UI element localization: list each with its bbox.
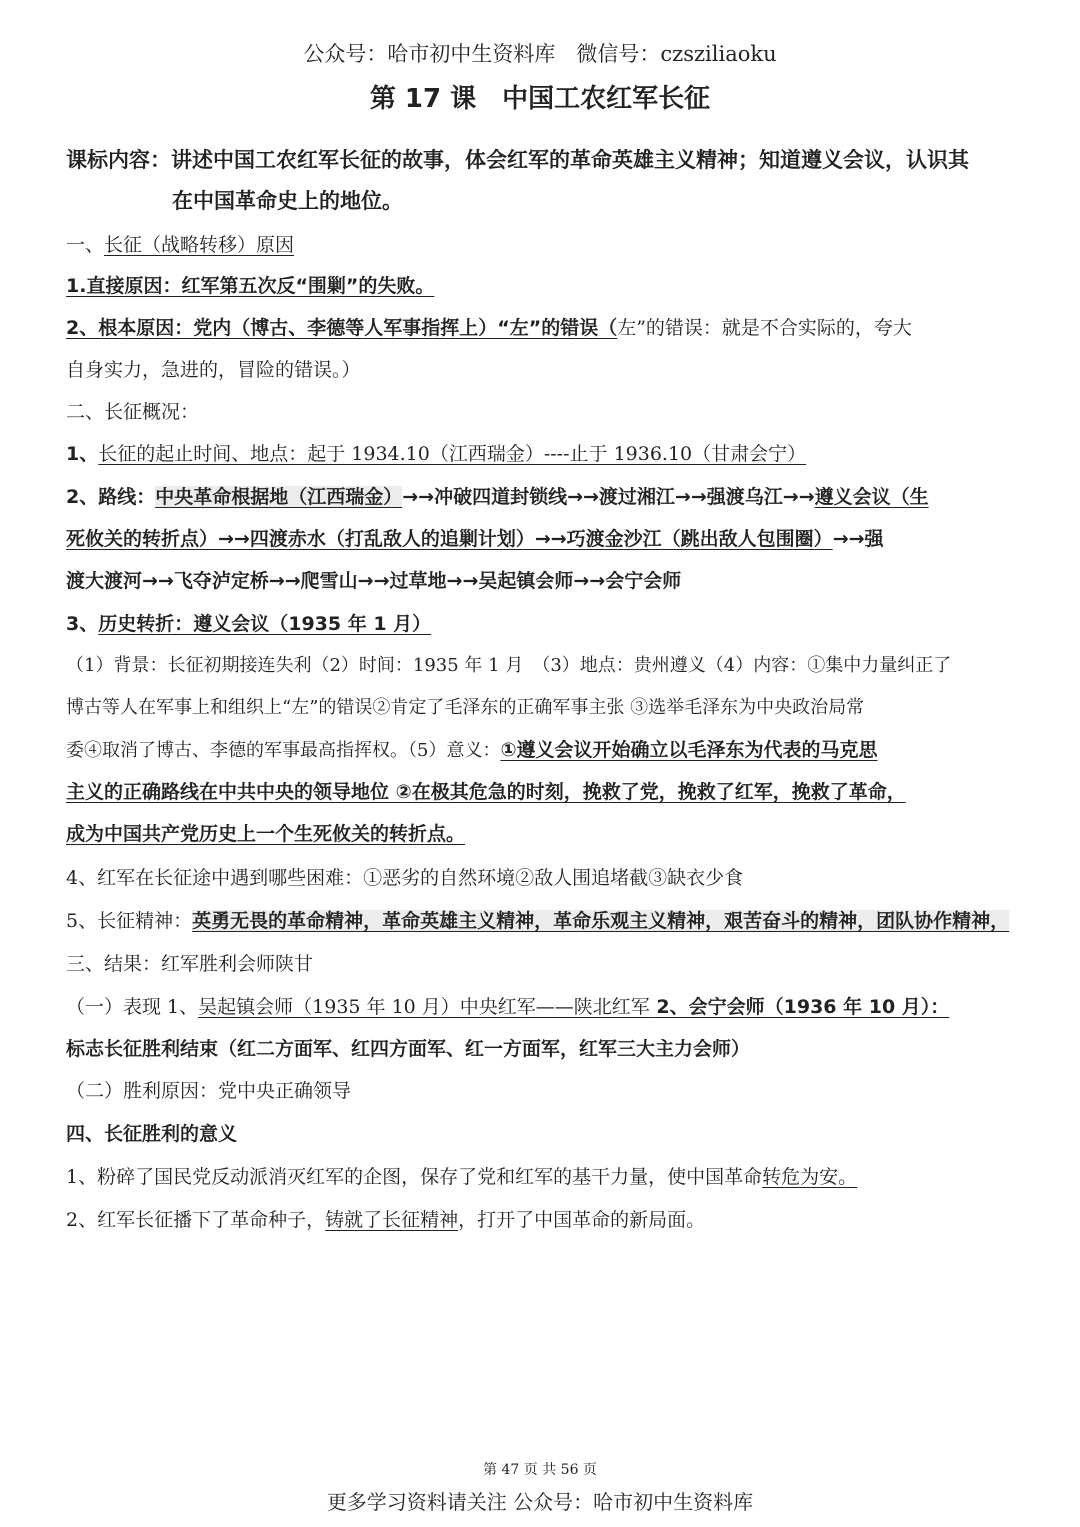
section-2-item-3	[66, 610, 1016, 638]
zunyi-line-1: （1）背景：长征初期接连失利（2）时间：1935 年 1 月 （3）地点：贵州遵义（4）内容：①集中力量纠正了	[66, 655, 952, 676]
route-start: 中央革命根据地（江西瑞金）	[155, 486, 403, 508]
zunyi-significance-3: 成为中国共产党历史上一个生死攸关的转折点。	[66, 823, 466, 845]
root-cause: 2、根本原因：党内（博古、李德等人军事指挥上）“左”的错误（	[66, 317, 618, 339]
spirit-label: 5、长征精神：	[66, 910, 193, 932]
start-end-time: 长征的起止时间、地点：起于 1934.10（江西瑞金）----止于 1936.10（甘肃会宁）	[98, 443, 807, 465]
zunyi-significance-1: ①遵义会议开始确立以毛泽东为代表的马克思	[500, 739, 878, 761]
standard-line-2: 在中国革命史上的地位。	[172, 189, 403, 213]
section-1-item-2	[66, 314, 1016, 342]
wuqi-meeting: 吴起镇会师（1935 年 10 月）中央红军——陕北红军	[198, 996, 650, 1018]
direct-cause: 1.直接原因：红军第五次反“围剿”的失败。	[66, 275, 435, 297]
significance-2-c: ，打开了中国革命的新局面。	[458, 1209, 706, 1231]
route-steps-1: →→冲破四道封锁线→→渡过湘江→→强渡乌江→→	[402, 486, 815, 508]
section-2-heading: 二、长征概况：	[66, 401, 200, 423]
header-watermark: 公众号：哈市初中生资料库 微信号：czsziliaoku	[303, 42, 777, 66]
standard-label: 课标内容：	[66, 148, 171, 172]
route-line-2	[66, 525, 1016, 553]
section-4-item-2	[66, 1206, 1016, 1234]
standard-text: 讲述中国工农红军长征的故事，体会红军的革命英雄主义精神；知道遵义会议，认识其	[171, 148, 969, 172]
historic-turn: 历史转折：遵义会议（1935 年 1 月）	[98, 613, 432, 635]
standard-line-1	[66, 145, 1016, 175]
section-4-heading: 四、长征胜利的意义	[66, 1123, 238, 1145]
section-1-item-1	[66, 272, 1016, 300]
significance-2-key: 铸就了长征精神	[325, 1209, 459, 1231]
root-cause-note: 左”的错误：就是不合实际的，夸大	[617, 317, 912, 339]
significance-1: 1、粉碎了国民党反动派消灭红军的企图，保存了党和红军的基干力量，使中国革命	[66, 1166, 763, 1188]
significance-2-a: 2、红军长征播下了革命种子，	[66, 1209, 326, 1231]
route-steps-2: 死攸关的转折点）→→四渡赤水（打乱敌人的追剿计划）→→巧渡金沙江（跳出敌人包围圈）	[66, 528, 833, 550]
huining-meeting: 2、会宁会师（1936 年 10 月）：	[649, 996, 950, 1018]
section-3-heading: 三、结果：红军胜利会师陕甘	[66, 953, 314, 975]
zunyi-content-end: 委④取消了博古、李德的军事最高指挥权。（5）意义：	[66, 740, 501, 761]
section-3-part-2: （二）胜利原因：党中央正确领导	[66, 1080, 352, 1102]
zunyi-line-3	[66, 736, 1016, 765]
performance-label: （一）表现 1、	[66, 996, 199, 1018]
section-1-heading	[66, 231, 1016, 259]
section-1-title: 长征（战略转移）原因	[104, 234, 295, 256]
section-2-item-1	[66, 440, 1016, 468]
page-number: 第 47 页 共 56 页	[483, 1462, 597, 1478]
section-4-item-1	[66, 1163, 1016, 1191]
section-1-item-2-cont: 自身实力，急进的，冒险的错误。）	[66, 359, 361, 381]
item-3-num: 3、	[66, 613, 99, 635]
section-3-part-1	[66, 993, 1016, 1021]
item-1-num: 1、	[66, 443, 99, 465]
section-2-item-4: 4、红军在长征途中遇到哪些困难：①恶劣的自然环境②敌人围追堵截③缺衣少食	[66, 867, 744, 889]
route-steps-2-tail: →→强	[832, 528, 884, 550]
footer-note: 更多学习资料请关注 公众号：哈市初中生资料库	[326, 1490, 754, 1514]
route-line-3: 渡大渡河→→飞夺泸定桥→→爬雪山→→过草地→→吴起镇会师→→会宁会师	[66, 570, 682, 592]
section-1-num: 一、	[66, 234, 105, 256]
page-title: 第 17 课 中国工农红军长征	[369, 84, 711, 114]
significance-1-key: 转危为安。	[762, 1166, 858, 1188]
zunyi-line-4	[66, 778, 1016, 806]
section-2-item-5	[66, 907, 1016, 935]
route-zunyi: 遵义会议（生	[814, 486, 929, 508]
long-march-spirit: 英勇无畏的革命精神，革命英雄主义精神，革命乐观主义精神，艰苦奋斗的精神，团队协作精神，	[192, 910, 1010, 932]
zunyi-significance-2: 主义的正确路线在中共中央的领导地位 ②在极其危急的时刻，挽救了党，挽救了红军，挽救了革命，	[66, 781, 906, 803]
zunyi-line-2: 博古等人在军事上和组织上“左”的错误②肯定了毛泽东的正确军事主张 ③选举毛泽东为中央政治局常	[66, 697, 865, 718]
zunyi-line-5	[66, 820, 1016, 848]
route-line-1	[66, 483, 1016, 511]
section-3-part-1-cont: 标志长征胜利结束（红二方面军、红四方面军、红一方面军，红军三大主力会师）	[66, 1038, 751, 1060]
route-label: 2、路线：	[66, 486, 156, 508]
